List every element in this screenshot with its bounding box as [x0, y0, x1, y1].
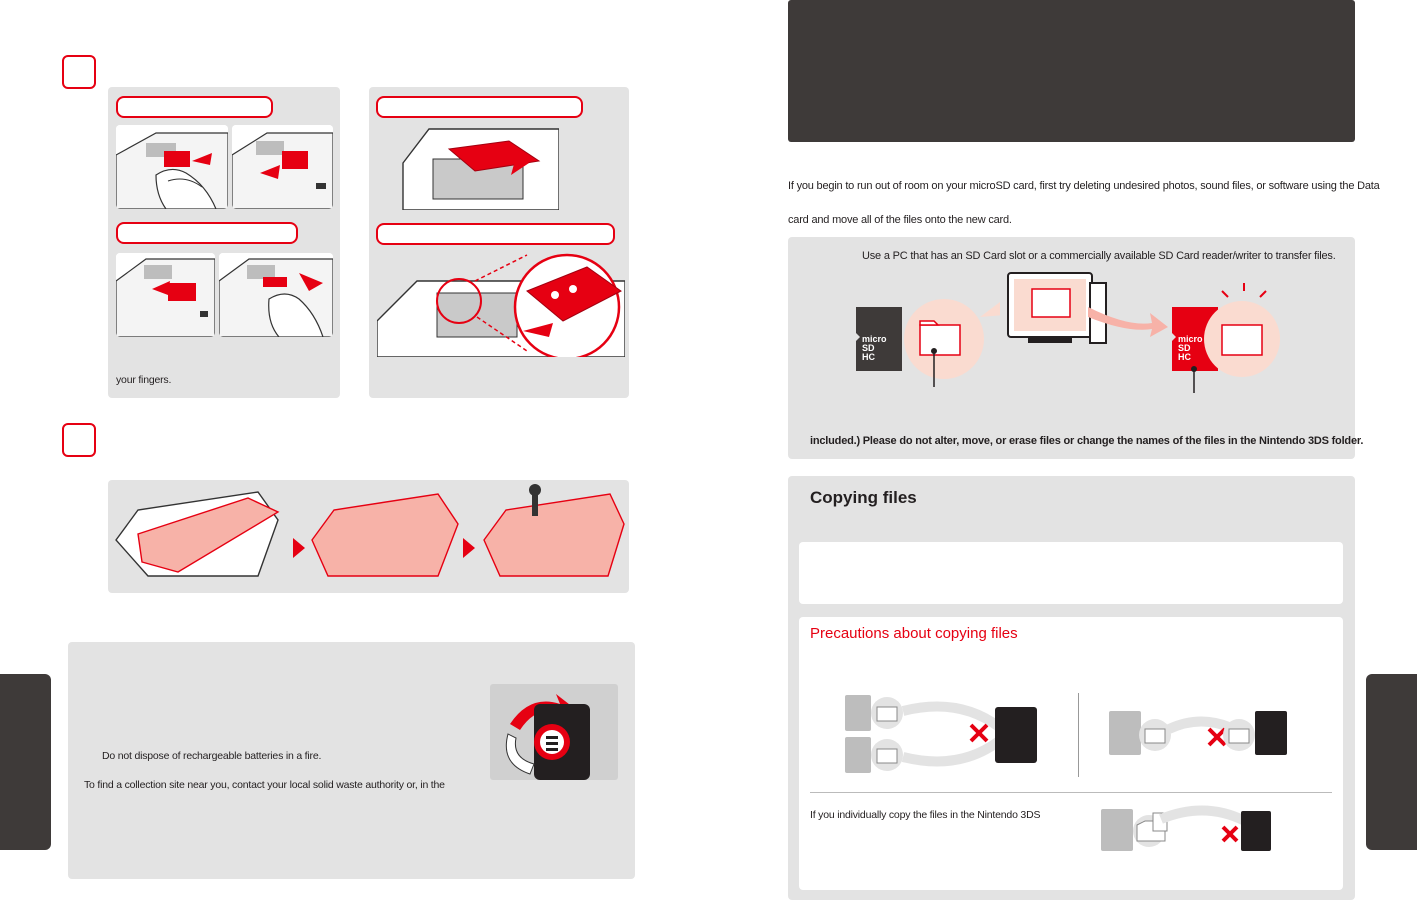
old-card-hc-label: HC: [862, 352, 875, 362]
old-microsd-card: [854, 307, 904, 371]
step-2-marker: [62, 423, 96, 457]
transfer-tip: Use a PC that has an SD Card slot or a commercially available SD Card reader/writer to transfer files.: [862, 250, 1336, 262]
overwrite-not-allowed-illustration: [1099, 705, 1319, 765]
open-cover-illustration: [399, 123, 559, 210]
old-card-sd-label: SD: [862, 343, 875, 353]
individual-copy-not-allowed-illustration: [1095, 801, 1275, 857]
transfer-arrow: [1088, 297, 1168, 337]
insert-card-photo-a: [116, 253, 215, 337]
merge-cards-not-allowed-illustration: [839, 687, 1069, 779]
fingers-text: your fingers.: [116, 374, 172, 386]
remove-card-photo-b: [232, 125, 333, 209]
insert-card-label-pill: [116, 222, 298, 244]
new-card-micro-label: micro: [1178, 334, 1203, 344]
intro-line-1: If you begin to run out of room on your microSD card, first try deleting undesired photos, sound files, or software using the Data: [788, 180, 1380, 192]
copying-files-title: Copying files: [810, 488, 917, 507]
section-header-bar: [788, 0, 1355, 142]
copying-files-panel: [788, 476, 1355, 900]
close-cover-sequence-illustration: [108, 480, 629, 593]
step2-close-cover-panel: [108, 480, 629, 593]
left-section-tab: [0, 674, 51, 850]
individual-copy-text: If you individually copy the files in the Nintendo 3DS: [810, 809, 1041, 821]
step1-battery-cover-panel: [369, 87, 629, 398]
insert-card-photo-b: [219, 253, 333, 337]
transfer-panel: [788, 237, 1364, 459]
battery-fire-warning: Do not dispose of rechargeable batteries in a fire.: [102, 750, 322, 762]
open-cover-label-pill: [376, 96, 583, 118]
new-card-folder-bubble: [1188, 283, 1288, 393]
remove-card-label-pill: [116, 96, 273, 118]
copying-info-box: [799, 542, 1343, 604]
insert-battery-illustration: [377, 251, 625, 357]
precautions-title: Precautions about copying files: [810, 625, 1018, 642]
old-card-micro-label: micro: [862, 334, 887, 344]
right-section-tab: [1366, 674, 1417, 850]
remove-card-photo-a: [116, 125, 228, 209]
old-card-folder-bubble: [900, 277, 1000, 387]
battery-collection-text: To find a collection site near you, contact your local solid waste authority or, in the: [84, 779, 445, 791]
battery-disposal-panel: [68, 642, 635, 879]
step-1-marker: [62, 55, 96, 89]
new-card-hc-label: HC: [1178, 352, 1191, 362]
new-card-sd-label: SD: [1178, 343, 1191, 353]
insert-battery-label-pill: [376, 223, 615, 245]
nintendo-folder-warning: included.) Please do not alter, move, or erase files or change the names of the files in the Nintendo 3DS folder.: [810, 435, 1364, 447]
precautions-hr: [810, 792, 1332, 793]
intro-line-2: card and move all of the files onto the new card.: [788, 214, 1012, 226]
precautions-box: [799, 617, 1343, 890]
step1-remove-insert-panel: [108, 87, 340, 398]
battery-recycle-illustration: [490, 684, 618, 780]
precautions-divider: [1078, 693, 1079, 777]
